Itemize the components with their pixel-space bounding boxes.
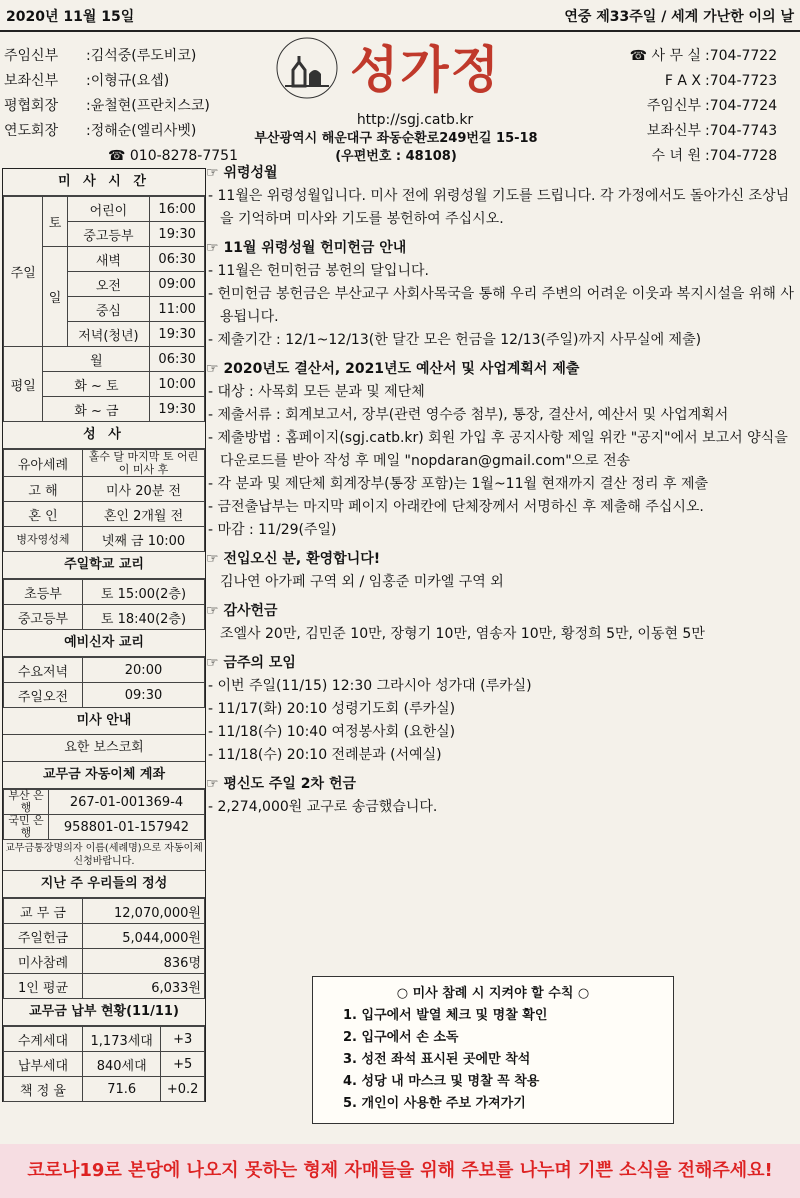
cell: 어린이 [67,197,150,222]
section-item: 11/18(수) 10:40 여정봉사회 (요한실) [217,724,456,740]
section-item: 금전출납부는 마지막 페이지 아래칸에 단체장께서 서명하신 후 제출해 주십시오. [217,499,704,515]
clergy-list: 주임신부 : 김석중(루도비코) 보좌신부 : 이형규(요셉) 평협회장 : 윤철현(프란치스코) 연도회장 : 정해순(엘리사벳) ☎ 010-8278-7751 [4,44,244,169]
section-item: 11/17(화) 20:10 성령기도회 (루카실) [217,701,456,717]
section-welcome [206,548,796,594]
zip-code: (우편번호 : 48108) [335,149,457,164]
rule-item: 3. 성전 좌석 표시된 곳에만 착석 [343,1052,531,1067]
offering-table [3,898,205,999]
cell: 오전 [67,272,150,297]
cell: 유아세례 [4,450,83,477]
cell: 11:00 [150,297,205,322]
person-name: 정해순(엘리사벳) [90,123,197,139]
cell: 19:30 [150,322,205,347]
section-item: 11월은 위령성월입니다. 미사 전에 위령성월 기도를 드립니다. 각 가정에서도 돌아가신 조상님을 기억하며 미사와 기도를 봉헌하여 주십시오. [217,188,790,227]
cell: 국민 은행 [4,815,49,840]
role-label: 주임신부 [4,48,59,64]
cell: 혼인 2개월 전 [83,502,205,527]
cell: 주일오전 [4,683,83,708]
section-text: 조엘사 20만, 김민준 10만, 장형기 10만, 염송자 10만, 황정희 5만, 이동현 5만 [220,626,705,642]
contact-number: 704-7722 [709,48,778,64]
cell: 16:00 [150,197,205,222]
cell: 주일헌금 [4,924,83,949]
cell: 중심 [67,297,150,322]
cell: 19:30 [150,397,205,422]
bulletin-title: 성가정 [350,41,501,99]
catechumen-table [3,657,205,708]
cell: 836명 [83,949,205,974]
account-table [3,789,205,840]
cell: 저녁(청년) [67,322,150,347]
issue-date: 2020년 11월 15일 [6,9,135,25]
section-title: 금주의 모임 [223,655,296,671]
offering-heading: 지난 주 우리들의 정성 [3,871,205,898]
cell: 부산 은행 [4,790,49,815]
section-meetings: ☞ 금주의 모임 - 이번 주일(11/15) 12:30 그라시아 성가대 (루카실) - 11/17(화) 20:10 성령기도회 (루카실) - 11/18(수) 10:40 여정봉사회 (요한실) - 11/18(수) 20:10 전례분과 (서예실) [206,655,532,763]
cell: 6,033원 [83,974,205,999]
cell: 5,044,000원 [83,924,205,949]
cell: 홀수 달 마지막 토 어린이 미사 후 [83,450,205,477]
contact-number: 704-7743 [709,123,778,139]
contact-list: ☎ 사 무 실 : 704-7722 F A X : 704-7723 주임신부 : 704-7724 보좌신부 : 704-7743 수 녀 원 : 704-7728 [615,44,795,169]
contact-number: 704-7728 [709,148,778,164]
cell: 71.6 [83,1077,161,1102]
role-label: 보좌신부 [4,73,59,89]
cell: 19:30 [150,222,205,247]
cell: 병자영성체 [4,527,83,552]
section-item: 제출기간 : 12/1~12/13(한 달간 모은 헌금을 12/13(주일)까지 사무실에 제출) [217,332,702,348]
main-content [206,162,796,825]
cell: 새벽 [67,247,150,272]
section-title: 11월 위령성월 헌미헌금 안내 [223,240,407,256]
rule-item: 5. 개인이 사용한 주보 가져가기 [343,1096,526,1111]
cell: 20:00 [83,658,205,683]
cell: 혼 인 [4,502,83,527]
section-rice-offering: ☞ 11월 위령성월 헌미헌금 안내 - 11월은 헌미헌금 봉헌의 달입니다. - 헌미헌금 봉헌금은 부산교구 사회사목국을 통해 우리 주변의 어려운 이웃과 복지시설을 위해 사용됩니다. - 제출기간 : 12/1~12/13(한 달간 모은 헌금을 12/13(주일)까지 사무실에 제출) [206,240,794,348]
cell: 12,070,000원 [83,899,205,924]
contact-label: 주임신부 [646,98,701,114]
cell: 넷째 금 10:00 [83,527,205,552]
cell: 초등부 [4,580,83,605]
pointing-hand-icon: ☞ [206,361,224,377]
cell: 토 15:00(2층) [83,580,205,605]
contact-number: 704-7724 [709,98,778,114]
contact-label: F A X [664,73,701,89]
contact-label: 수 녀 원 [651,148,701,164]
section-title: 평신도 주일 2차 헌금 [223,776,356,792]
cell: 09:30 [83,683,205,708]
contact-label: ☎ 사 무 실 [629,48,701,64]
mass-times-heading: 미 사 시 간 [3,169,205,196]
sunday-school-heading: 주일학교 교리 [3,552,205,579]
bottom-banner: 코로나19로 본당에 나오지 못하는 형제 자매들을 위해 주보를 나누며 기쁜 소식을 전해주세요! [0,1144,800,1198]
section-title: 2020년도 결산서, 2021년도 예산서 및 사업계획서 제출 [223,361,580,377]
dues-heading: 교무금 납부 현황(11/11) [3,999,205,1026]
liturgy-title: 연중 제33주일 / 세계 가난한 이의 날 [564,9,794,25]
section-item: 제출방법 : 홈페이지(sgj.catb.kr) 회원 가입 후 공지사항 제일 위칸 "공지"에서 보고서 양식을 다운로드를 받아 작성 후 메일 "nopdaran@gmail.com"으로 전송 [217,430,788,469]
section-item: 이번 주일(11/15) 12:30 그라시아 성가대 (루카실) [217,678,532,694]
rule-item: 2. 입구에서 손 소독 [343,1030,459,1045]
cell: 중고등부 [4,605,83,630]
person-name: 김석중(루도비코) [90,48,197,64]
mass-rules-box [312,976,674,1124]
cell: 평일 [4,347,43,422]
sacraments-heading: 성 사 [3,422,205,449]
pointing-hand-icon: ☞ [206,551,224,567]
cell: 수계세대 [4,1027,83,1052]
mass-rules-title: ○ 미사 참례 시 지켜야 할 수칙 ○ [396,986,590,1001]
section-item: 11/18(수) 20:10 전례분과 (서예실) [217,747,442,763]
pointing-hand-icon: ☞ [206,240,224,256]
pointing-hand-icon: ☞ [206,603,224,619]
cell: 10:00 [150,372,205,397]
cell: 1인 평균 [4,974,83,999]
phone-number: ☎ 010-8278-7751 [108,148,238,164]
section-item: 11월은 헌미헌금 봉헌의 달입니다. [217,263,429,279]
section-item: 제출서류 : 회계보고서, 장부(관련 영수증 첨부), 통장, 결산서, 예산서 및 사업계획서 [217,407,729,423]
section-item: 각 분과 및 제단체 회계장부(통장 포함)는 1월~11월 현재까지 결산 정리 후 제출 [217,476,709,492]
dues-table [3,1026,205,1102]
section-title: 전입오신 분, 환영합니다! [223,551,381,567]
rule-item: 4. 성당 내 마스크 및 명찰 꼭 착용 [343,1074,540,1089]
cell: 06:30 [150,247,205,272]
section-item: 마감 : 11/29(주일) [217,522,337,538]
cell: 1,173세대 [83,1027,161,1052]
sacraments-table [3,449,205,552]
cell: 미사참례 [4,949,83,974]
cell: 840세대 [83,1052,161,1077]
cell: 267-01-001369-4 [49,790,205,815]
account-heading: 교무금 자동이체 계좌 [3,762,205,789]
cell: 수요저녁 [4,658,83,683]
pointing-hand-icon: ☞ [206,165,224,181]
section-thanks-offering [206,600,796,646]
cell: 09:00 [150,272,205,297]
cell: 화 ~ 금 [43,397,150,422]
account-note: 교무금통장명의자 이름(세례명)으로 자동이체 신청바랍니다. [3,840,205,871]
rule-item: 1. 입구에서 발열 체크 및 명찰 확인 [343,1008,548,1023]
cell: 주일 [4,197,43,347]
section-item: 대상 : 사목회 모든 분과 및 제단체 [217,384,425,400]
sunday-school-table [3,579,205,630]
cell: 중고등부 [67,222,150,247]
cell: +5 [161,1052,205,1077]
cell: 책 정 율 [4,1077,83,1102]
mass-guide-heading: 미사 안내 [3,708,205,735]
cell: 납부세대 [4,1052,83,1077]
role-label: 연도회장 [4,123,59,139]
cell: 06:30 [150,347,205,372]
cell: 958801-01-157942 [49,815,205,840]
section-item: 헌미헌금 봉헌금은 부산교구 사회사목국을 통해 우리 주변의 어려운 이웃과 복지시설을 위해 사용됩니다. [217,286,794,325]
cell: 토 [43,197,67,247]
cell: 월 [43,347,150,372]
pointing-hand-icon: ☞ [206,655,224,671]
pointing-hand-icon: ☞ [206,776,224,792]
section-title: 위령성월 [223,165,278,181]
person-name: 이형규(요셉) [90,73,170,89]
section-title: 감사헌금 [223,603,278,619]
cell: 교 무 금 [4,899,83,924]
section-item: 2,274,000원 교구로 송금했습니다. [217,799,438,815]
homepage-link[interactable]: http://sgj.catb.kr [356,112,474,128]
cell: 토 18:40(2층) [83,605,205,630]
role-label: 평협회장 [4,98,59,114]
cell: +0.2 [161,1077,205,1102]
top-bar [0,0,800,32]
address-line: 부산광역시 해운대구 좌동순환로249번길 15-18 [254,131,538,146]
sidebar [2,168,206,1102]
mass-times-table [3,196,205,422]
mass-guide-group: 요한 보스코회 [3,735,205,762]
section-memorial-month: ☞ 위령성월 - 11월은 위령성월입니다. 미사 전에 위령성월 기도를 드립니다. 각 가정에서도 돌아가신 조상님을 기억하며 미사와 기도를 봉헌하여 주십시오. [206,165,790,227]
cell: 일 [43,247,67,347]
church-logo [275,36,339,100]
contact-label: 보좌신부 [646,123,701,139]
church-address [246,130,546,166]
section-text: 김나연 아가페 구역 외 / 임홍준 미카엘 구역 외 [220,574,504,590]
cell: 미사 20분 전 [83,477,205,502]
cell: 화 ~ 토 [43,372,150,397]
section-laity-offering: ☞ 평신도 주일 2차 헌금 - 2,274,000원 교구로 송금했습니다. [206,776,438,815]
cell: +3 [161,1027,205,1052]
catechumen-heading: 예비신자 교리 [3,630,205,657]
contact-number: 704-7723 [709,73,778,89]
section-budget: ☞ 2020년도 결산서, 2021년도 예산서 및 사업계획서 제출 - 대상 : 사목회 모든 분과 및 제단체 - 제출서류 : 회계보고서, 장부(관련 영수증 첨부), 통장, 결산서, 예산서 및 사업계획서 - 제출방법 : 홈페이지(sgj.catb.kr) 회원 가입 후 공지사항 제일 위칸 "공지"에서 보고서 양식을 다운로드를 받아 작성 후 메일 "nopdaran@gmail.com"으로 전송 - 각 분과 및 제단체 회계장부(통장 포함)는 1월~11월 현재까지 결산 정리 후 제출 - 금전출납부는 마지막 페이지 아래칸에 단체장께서 서명하신 후 제출해 주십시오. - 마감 : 11/29(주일) [206,361,788,538]
person-name: 윤철현(프란치스코) [90,98,210,114]
cell: 고 해 [4,477,83,502]
